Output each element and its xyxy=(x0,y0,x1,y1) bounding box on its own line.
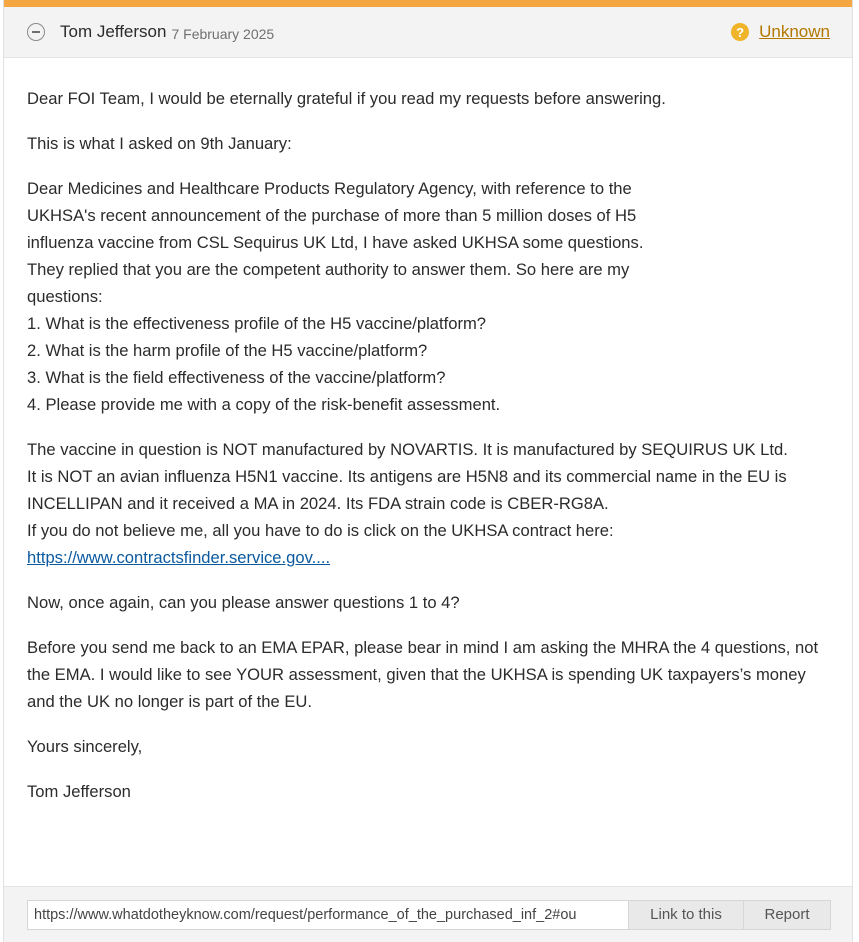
text-line: UKHSA's recent announcement of the purchase of more than 5 million doses of H5 xyxy=(27,206,637,225)
text-line: The vaccine in question is NOT manufactured by NOVARTIS. It is manufactured by SEQUIRUS UK Ltd. xyxy=(27,440,788,459)
paragraph xyxy=(27,436,804,571)
sign-off: Yours sincerely, xyxy=(27,737,143,756)
question-item: 2. What is the harm profile of the H5 vaccine/platform? xyxy=(27,341,428,360)
message-header xyxy=(4,7,852,58)
text-line: Before you send me back to an EMA EPAR, please bear in mind I am asking the MHRA the 4 questions, not xyxy=(27,638,819,657)
question-item: 3. What is the field effectiveness of the vaccine/platform? xyxy=(27,368,446,387)
contract-link[interactable]: https://www.contractsfinder.service.gov.... xyxy=(27,548,331,567)
correspondence-card xyxy=(3,0,853,942)
link-to-this-button[interactable]: Link to this xyxy=(629,900,744,930)
message-date: 7 February 2025 xyxy=(171,25,275,42)
text-line: They replied that you are the competent authority to answer them. So here are my xyxy=(27,260,630,279)
paragraph: Dear FOI Team, I would be eternally grateful if you read my requests before answering. xyxy=(27,89,666,108)
quoted-request xyxy=(27,175,804,418)
text-line: Dear Medicines and Healthcare Products Regulatory Agency, with reference to the xyxy=(27,179,632,198)
question-item: 1. What is the effectiveness profile of the H5 vaccine/platform? xyxy=(27,314,487,333)
paragraph xyxy=(27,634,819,715)
paragraph: This is what I asked on 9th January: xyxy=(27,134,292,153)
text-line: the EMA. I would like to see YOUR assessment, given that the UKHSA is spending UK taxpayers’s money xyxy=(27,665,806,684)
text-line: and the UK no longer is part of the EU. xyxy=(27,692,313,711)
text-line: influenza vaccine from CSL Sequirus UK Ltd, I have asked UKHSA some questions. xyxy=(27,233,644,252)
collapse-icon[interactable] xyxy=(27,23,45,41)
paragraph: Now, once again, can you please answer questions 1 to 4? xyxy=(27,593,460,612)
text-line: questions: xyxy=(27,287,103,306)
message-footer xyxy=(4,886,852,942)
text-line: INCELLIPAN and it received a MA in 2024. Its FDA strain code is CBER-RG8A. xyxy=(27,494,609,513)
author-name: Tom Jefferson xyxy=(60,22,167,41)
text-line: It is NOT an avian influenza H5N1 vaccine. Its antigens are H5N8 and its commercial name in the EU is xyxy=(27,467,787,486)
question-icon: ? xyxy=(731,23,749,41)
status-link[interactable]: Unknown xyxy=(759,22,830,41)
question-item: 4. Please provide me with a copy of the risk-benefit assessment. xyxy=(27,395,501,414)
message-body xyxy=(4,58,819,805)
text-line: If you do not believe me, all you have to do is click on the UKHSA contract here: xyxy=(27,521,614,540)
report-button[interactable]: Report xyxy=(744,900,831,930)
signature: Tom Jefferson xyxy=(27,782,131,801)
status-accent-bar xyxy=(4,0,852,7)
permalink-input[interactable] xyxy=(27,900,629,930)
